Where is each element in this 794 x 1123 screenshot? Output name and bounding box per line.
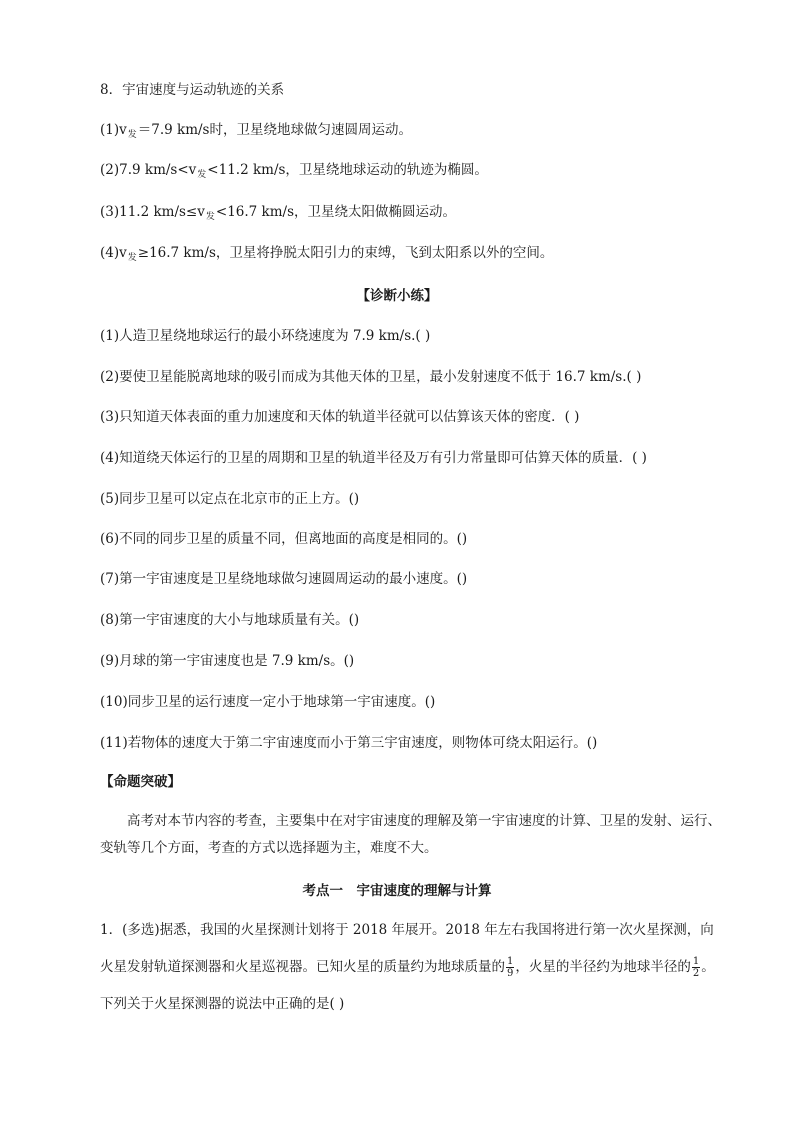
fraction-one-half: $\frac{1}{2}$ bbox=[692, 956, 700, 979]
question-1: 1．(多选)据悉，我国的火星探测计划将于 2018 年展开。2018 年左右我国将进行第一次火星探测，向火星发射轨道探测器和火星巡视器。已知火星的质量约为地球质量的 $\frac{1}{9}$ ，火星的半径约为地球半径的 $\frac{1}{2}$ 。下列关于火星探测器的说法中正确的是( ) bbox=[100, 922, 715, 1012]
section8-item-1: $(1)v_发=7.9$ km/s时，卫星绕地球做匀速圆周运动。 bbox=[100, 122, 412, 140]
list-item: (8)第一宇宙速度的大小与地球质量有关。() bbox=[100, 612, 360, 628]
section-title: 8．宇宙速度与运动轨迹的关系 bbox=[100, 82, 285, 98]
list-item: (6)不同的同步卫星的质量不同，但离地面的高度是相同的。() bbox=[100, 531, 468, 547]
list-item: (7)第一宇宙速度是卫星绕地球做匀速圆周运动的最小速度。() bbox=[100, 571, 468, 587]
list-item: (10)同步卫星的运行速度一定小于地球第一宇宙速度。() bbox=[100, 694, 436, 710]
breakthrough-heading: 【命题突破】 bbox=[100, 774, 181, 790]
list-item: (4)知道绕天体运行的卫星的周期和卫星的轨道半径及万有引力常量即可估算天体的质量．( ) bbox=[100, 450, 647, 466]
diagnosis-heading: 【诊断小练】 bbox=[356, 288, 438, 304]
section8-item-4: $(4)v_发\ge 16.7$ km/s，卫星将挣脱太阳引力的束缚，飞到太阳系以外的空间。 bbox=[100, 245, 554, 263]
list-item: (3)只知道天体表面的重力加速度和天体的轨道半径就可以估算该天体的密度．( ) bbox=[100, 409, 580, 425]
topic-heading: 考点一 宇宙速度的理解与计算 bbox=[302, 883, 492, 899]
list-item: (11)若物体的速度大于第二宇宙速度而小于第三宇宙速度，则物体可绕太阳运行。() bbox=[100, 735, 598, 751]
section8-item-3: (3)11.2 $km/s\le v_发<16.7$ km/s，卫星绕太阳做椭圆运动。 bbox=[100, 204, 457, 222]
list-item: (5)同步卫星可以定点在北京市的正上方。() bbox=[100, 491, 360, 507]
list-item: (1)人造卫星绕地球运行的最小环绕速度为 7.9 km/s.( ) bbox=[100, 328, 431, 344]
list-item: (2)要使卫星能脱离地球的吸引而成为其他天体的卫星，最小发射速度不低于 16.7 km/s.( ) bbox=[100, 369, 642, 385]
list-item: (9)月球的第一宇宙速度也是 7.9 km/s。() bbox=[100, 653, 355, 669]
section8-item-2: (2)7.9 $km/s<v_发<11.2$ km/s，卫星绕地球运动的轨迹为椭圆。 bbox=[100, 162, 488, 180]
fraction-one-ninth: $\frac{1}{9}$ bbox=[507, 956, 514, 979]
breakthrough-paragraph: 高考对本节内容的考查，主要集中在对宇宙速度的理解及第一宇宙速度的计算、卫星的发射、运行、变轨等几个方面，考查的方式以选择题为主，难度不大。 bbox=[100, 813, 721, 856]
